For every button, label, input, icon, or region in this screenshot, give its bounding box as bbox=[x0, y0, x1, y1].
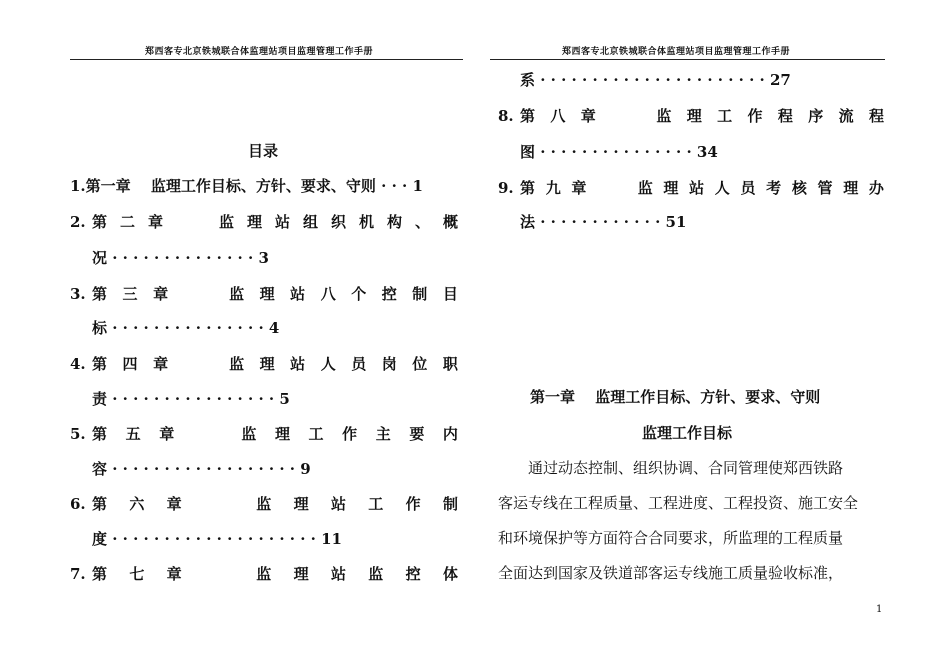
toc-item-char: 站 bbox=[274, 213, 290, 231]
toc-item-char: 监 bbox=[229, 355, 245, 373]
toc-item-4-cont: 责 · · · · · · · · · · · · · · · · 5 bbox=[92, 390, 290, 408]
toc-item-char: 人 bbox=[320, 355, 336, 373]
toc-item-char: 章 bbox=[166, 565, 182, 583]
toc-item-char: 程 bbox=[777, 107, 793, 125]
toc-item-number: 7. bbox=[70, 565, 86, 583]
toc-item-char: 三 bbox=[122, 285, 138, 303]
toc-item-char: 八 bbox=[320, 285, 336, 303]
toc-item-1[interactable] bbox=[70, 176, 423, 196]
toc-item-char: 二 bbox=[120, 213, 136, 231]
toc-item-char: 制 bbox=[442, 495, 458, 513]
toc-item-char: 流 bbox=[838, 107, 854, 125]
toc-item-char: 员 bbox=[740, 179, 756, 197]
toc-item-char: 八 bbox=[550, 107, 566, 125]
toc-item-number: 5. bbox=[70, 425, 86, 443]
toc-item-char: 理 bbox=[293, 565, 309, 583]
toc-item-char: 六 bbox=[129, 495, 145, 513]
toc-item-char: 章 bbox=[148, 213, 164, 231]
toc-item-char: 站 bbox=[330, 565, 346, 583]
toc-item-char: 章 bbox=[159, 425, 175, 443]
toc-item-char: 四 bbox=[122, 355, 138, 373]
toc-item-char: 工 bbox=[368, 495, 384, 513]
toc-item-char bbox=[597, 178, 627, 198]
toc-item-char: 作 bbox=[747, 107, 763, 125]
toc-item-char: 体 bbox=[442, 565, 458, 583]
toc-item-char: 制 bbox=[412, 285, 428, 303]
toc-item-char: 工 bbox=[308, 425, 324, 443]
toc-item-char bbox=[176, 212, 206, 232]
toc-item-char: 监 bbox=[218, 213, 234, 231]
toc-item-char bbox=[184, 284, 214, 304]
toc-item-5-cont: 容 · · · · · · · · · · · · · · · · · · 9 bbox=[92, 460, 311, 478]
toc-item-char: 人 bbox=[714, 179, 730, 197]
toc-item-number: 4. bbox=[70, 355, 86, 373]
toc-item-char: 机 bbox=[358, 213, 374, 231]
toc-item-char: 岗 bbox=[381, 355, 397, 373]
toc-item-char: 第 bbox=[92, 355, 108, 373]
toc-item-char: 监 bbox=[229, 285, 245, 303]
toc-item-char: 个 bbox=[351, 285, 367, 303]
toc-item-char: 站 bbox=[290, 285, 306, 303]
toc-item-char: 第 bbox=[520, 179, 536, 197]
toc-item-8-cont: 图 · · · · · · · · · · · · · · · 34 bbox=[520, 143, 718, 161]
toc-item-char: 作 bbox=[405, 495, 421, 513]
body-line-3: 和环境保护等方面符合合同要求，所监理的工程质量 bbox=[498, 529, 844, 547]
toc-item-char: 监 bbox=[256, 565, 272, 583]
toc-item-char bbox=[193, 424, 223, 444]
toc-item-char: 第 bbox=[520, 107, 536, 125]
toc-item-char: 章 bbox=[153, 355, 169, 373]
toc-item-char: 章 bbox=[153, 285, 169, 303]
toc-item-number: 1. bbox=[70, 177, 86, 195]
toc-item-char bbox=[184, 354, 214, 374]
toc-item-char: 监 bbox=[368, 565, 384, 583]
toc-item-char: 第 bbox=[92, 285, 108, 303]
toc-item-char: 目 bbox=[442, 285, 458, 303]
toc-item-number: 6. bbox=[70, 495, 86, 513]
toc-item-char: 组 bbox=[302, 213, 318, 231]
toc-item-char: 第 bbox=[92, 495, 108, 513]
toc-item-char: 、 bbox=[414, 213, 430, 231]
toc-item-text: 第一章 监理工作目标、方针、要求、守则 · · · 1 bbox=[85, 177, 423, 195]
toc-item-char: 考 bbox=[766, 179, 782, 197]
toc-item-char: 第 bbox=[92, 565, 108, 583]
toc-item-number: 8. bbox=[498, 107, 514, 125]
toc-item-char: 监 bbox=[241, 425, 257, 443]
toc-item-number: 3. bbox=[70, 285, 86, 303]
body-line-1: 通过动态控制、组织协调、合同管理使郑西铁路 bbox=[498, 459, 844, 477]
toc-item-char: 概 bbox=[442, 213, 458, 231]
toc-item-char: 理 bbox=[246, 213, 262, 231]
toc-item-char: 序 bbox=[808, 107, 824, 125]
toc-item-char: 理 bbox=[259, 355, 275, 373]
toc-item-char: 理 bbox=[274, 425, 290, 443]
toc-item-char: 理 bbox=[293, 495, 309, 513]
toc-item-char: 办 bbox=[868, 179, 884, 197]
toc-item-number: 2. bbox=[70, 213, 86, 231]
chapter-1-title: 第一章 监理工作目标、方针、要求、守则 bbox=[530, 388, 821, 406]
toc-item-char: 作 bbox=[342, 425, 358, 443]
toc-item-char: 理 bbox=[663, 179, 679, 197]
toc-item-char: 织 bbox=[330, 213, 346, 231]
toc-item-char: 管 bbox=[817, 179, 833, 197]
toc-item-3-cont: 标 · · · · · · · · · · · · · · · 4 bbox=[92, 319, 280, 337]
toc-item-7-cont: 系 · · · · · · · · · · · · · · · · · · · · · · 27 bbox=[520, 71, 791, 89]
toc-item-char: 理 bbox=[843, 179, 859, 197]
toc-item-char: 要 bbox=[409, 425, 425, 443]
toc-item-char: 构 bbox=[386, 213, 402, 231]
toc-item-char: 第 bbox=[92, 213, 108, 231]
toc-title: 目录 bbox=[248, 142, 279, 160]
toc-item-char: 控 bbox=[405, 565, 421, 583]
toc-item-char: 监 bbox=[656, 107, 672, 125]
toc-item-char bbox=[611, 106, 641, 126]
toc-item-char bbox=[204, 494, 234, 514]
toc-item-char: 章 bbox=[166, 495, 182, 513]
toc-item-char: 理 bbox=[259, 285, 275, 303]
page-number: 1 bbox=[876, 604, 883, 615]
toc-item-char: 章 bbox=[580, 107, 596, 125]
toc-item-char: 第 bbox=[92, 425, 108, 443]
toc-item-char: 监 bbox=[637, 179, 653, 197]
toc-item-char: 职 bbox=[442, 355, 458, 373]
toc-item-9-cont: 法 · · · · · · · · · · · · 51 bbox=[520, 213, 687, 231]
toc-item-char: 五 bbox=[125, 425, 141, 443]
toc-item-char: 程 bbox=[868, 107, 884, 125]
toc-item-char: 理 bbox=[686, 107, 702, 125]
header-rule-right bbox=[490, 59, 885, 60]
toc-item-char: 站 bbox=[330, 495, 346, 513]
toc-item-char: 位 bbox=[412, 355, 428, 373]
toc-item-char: 内 bbox=[442, 425, 458, 443]
header-left: 郑西客专北京铁城联合体监理站项目监理管理工作手册 bbox=[145, 47, 374, 57]
toc-item-number: 9. bbox=[498, 179, 514, 197]
toc-item-char: 七 bbox=[129, 565, 145, 583]
toc-item-char: 员 bbox=[351, 355, 367, 373]
toc-item-char: 核 bbox=[791, 179, 807, 197]
toc-item-char: 控 bbox=[381, 285, 397, 303]
header-right: 郑西客专北京铁城联合体监理站项目监理管理工作手册 bbox=[562, 47, 791, 57]
chapter-1-subtitle: 监理工作目标 bbox=[642, 424, 733, 442]
toc-item-char: 主 bbox=[375, 425, 391, 443]
body-line-4: 全面达到国家及铁道部客运专线施工质量验收标准， bbox=[498, 564, 844, 582]
header-rule-left bbox=[70, 59, 463, 60]
toc-item-char: 工 bbox=[717, 107, 733, 125]
toc-item-char: 站 bbox=[689, 179, 705, 197]
toc-item-6-cont: 度 · · · · · · · · · · · · · · · · · · · · 11 bbox=[92, 530, 342, 548]
toc-item-char: 站 bbox=[290, 355, 306, 373]
toc-item-char bbox=[204, 564, 234, 584]
toc-item-char: 监 bbox=[256, 495, 272, 513]
toc-item-char: 章 bbox=[571, 179, 587, 197]
toc-item-char: 九 bbox=[545, 179, 561, 197]
toc-item-2-cont: 况 · · · · · · · · · · · · · · 3 bbox=[92, 249, 269, 267]
body-line-2: 客运专线在工程质量、工程进度、工程投资、施工安全 bbox=[498, 494, 859, 512]
